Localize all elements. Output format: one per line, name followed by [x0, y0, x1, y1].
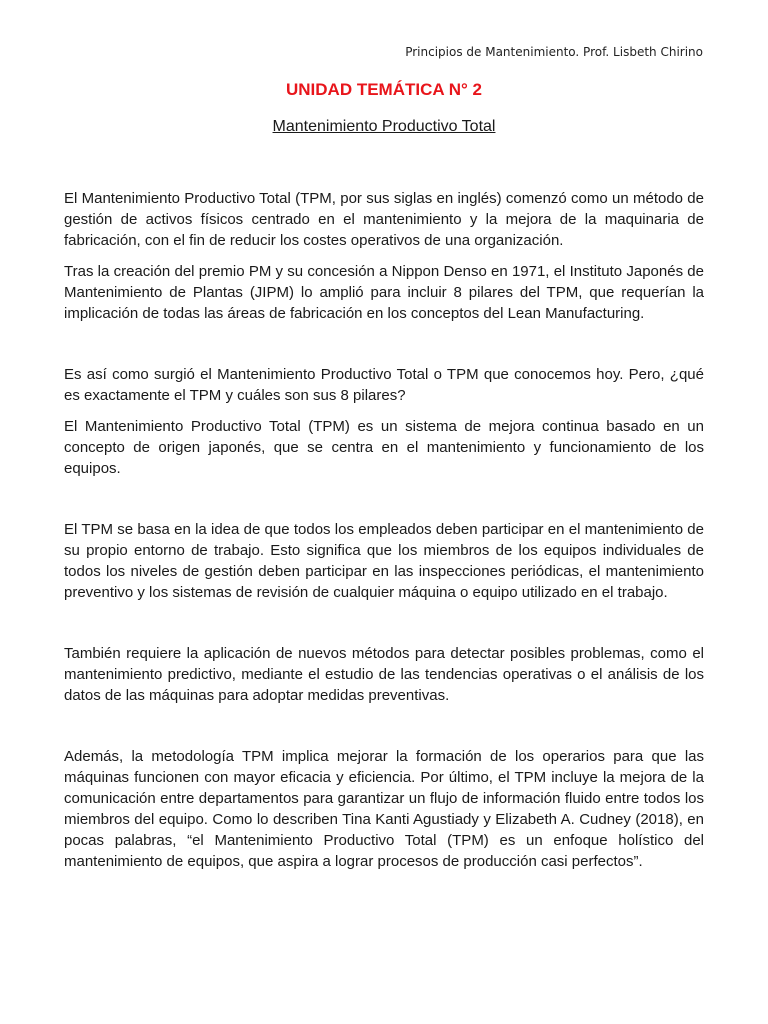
running-header: Principios de Mantenimiento. Prof. Lisbeth Chirino [405, 45, 703, 59]
paragraph: Además, la metodología TPM implica mejorar la formación de los operarios para que las máquinas funcionen con mayor eficacia y eficiencia. Por último, el TPM incluye la mejora de la comunicación entre departamentos para garantizar un flujo de información fluido entre todos los miembros del equipo. Como lo describen Tina Kanti Agustiady y Elizabeth A. Cudney (2018), en pocas palabras, “el Mantenimiento Productivo Total (TPM) es un enfoque holístico del mantenimiento de equipos, que aspira a lograr procesos de producción casi perfectos”. [64, 748, 704, 870]
document-body [64, 188, 704, 872]
paragraph: El TPM se basa en la idea de que todos los empleados deben participar en el mantenimiento de su propio entorno de trabajo. Esto significa que los miembros de los equipos individuales de todos los niveles de gestión deben participar en las inspecciones periódicas, el mantenimiento preventivo y los sistemas de revisión de cualquier máquina o equipo utilizado en el trabajo. [64, 521, 704, 601]
paragraph: Es así como surgió el Mantenimiento Productivo Total o TPM que conocemos hoy. Pero, ¿qué es exactamente el TPM y cuáles son sus 8 pilares? [64, 366, 704, 404]
unit-title: UNIDAD TEMÁTICA N° 2 [286, 80, 482, 99]
paragraph: El Mantenimiento Productivo Total (TPM) es un sistema de mejora continua basado en un concepto de origen japonés, que se centra en el mantenimiento y funcionamiento de los equipos. [64, 418, 704, 477]
paragraph: El Mantenimiento Productivo Total (TPM, por sus siglas en inglés) comenzó como un método de gestión de activos físicos centrado en el mantenimiento y la mejora de la maquinaria de fabricación, con el fin de reducir los costes operativos de una organización. [64, 190, 704, 249]
paragraph: Tras la creación del premio PM y su concesión a Nippon Denso en 1971, el Instituto Japonés de Mantenimiento de Plantas (JIPM) lo amplió para incluir 8 pilares del TPM, que requerían la implicación de todas las áreas de fabricación en los conceptos del Lean Manufacturing. [64, 263, 704, 322]
paragraph: También requiere la aplicación de nuevos métodos para detectar posibles problemas, como el mantenimiento predictivo, mediante el estudio de las tendencias operativas o el análisis de los datos de las máquinas para adoptar medidas preventivas. [64, 645, 704, 704]
document-title: Mantenimiento Productivo Total [272, 118, 496, 135]
